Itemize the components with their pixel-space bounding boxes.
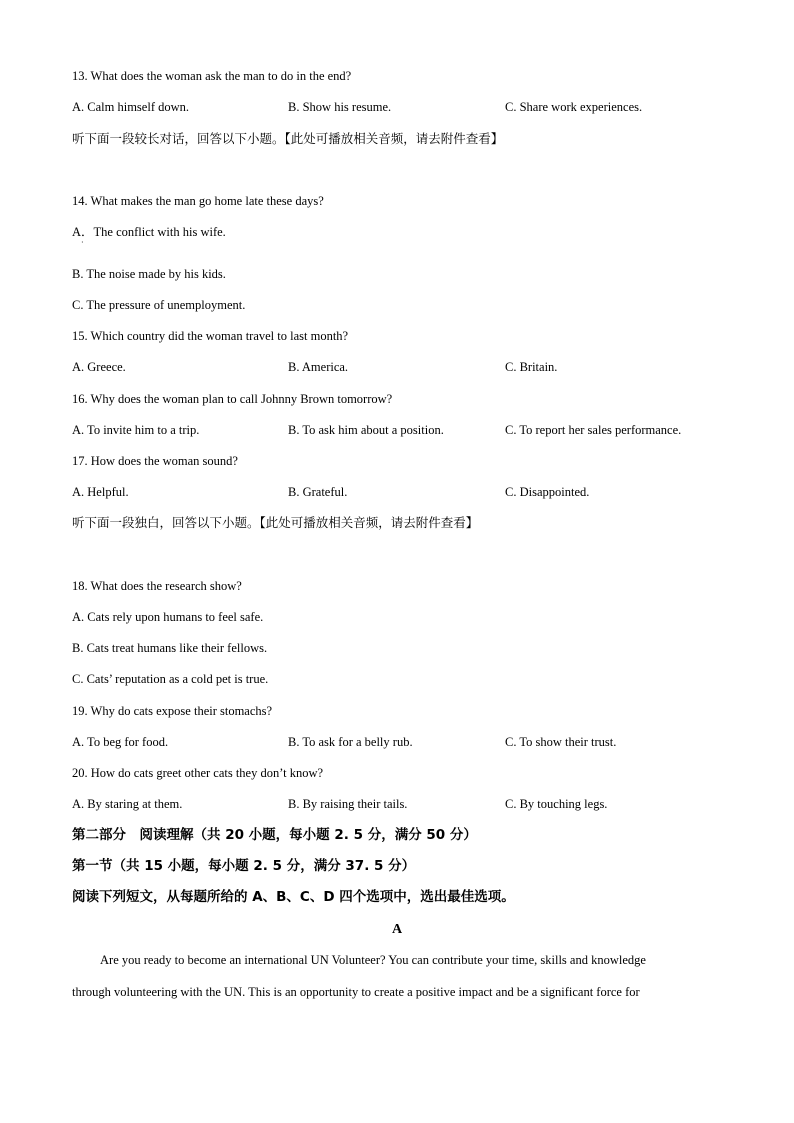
q17-option-c: C. Disappointed. bbox=[505, 485, 590, 499]
listening-instruction-2: 听下面一段独白，回答以下小题。【此处可播放相关音频，请去附件查看】 bbox=[72, 515, 479, 530]
q13-option-a: A. Calm himself down. bbox=[72, 100, 190, 114]
q19-option-a: A. To beg for food. bbox=[72, 735, 169, 749]
q17-option-a: A. Helpful. bbox=[72, 485, 129, 499]
part-2-heading: 第二部分 阅读理解（共 20 小题，每小题 2. 5 分，满分 50 分） bbox=[72, 827, 477, 843]
question-14-stem: 14. What makes the man go home late these days? bbox=[72, 194, 324, 208]
question-17-stem: 17. How does the woman sound? bbox=[72, 454, 238, 468]
question-20-stem: 20. How do cats greet other cats they don’t know? bbox=[72, 766, 324, 780]
q20-option-a: A. By staring at them. bbox=[72, 797, 183, 811]
q13-option-b: B. Show his resume. bbox=[288, 100, 392, 114]
section-1-heading: 第一节（共 15 小题，每小题 2. 5 分，满分 37. 5 分） bbox=[72, 858, 416, 874]
q17-option-b: B. Grateful. bbox=[288, 485, 348, 499]
q13-option-c: C. Share work experiences. bbox=[505, 100, 643, 114]
q14-option-c: C. The pressure of unemployment. bbox=[72, 298, 246, 312]
q20-option-c: C. By touching legs. bbox=[505, 797, 608, 811]
q15-option-b: B. America. bbox=[288, 360, 349, 374]
q16-option-b: B. To ask him about a position. bbox=[288, 423, 444, 437]
q16-option-a: A. To invite him to a trip. bbox=[72, 423, 200, 437]
q15-option-a: A. Greece. bbox=[72, 360, 126, 374]
passage-title: A bbox=[391, 922, 403, 937]
passage-line-2: through volunteering with the UN. This is an opportunity to create a positive impact and be a significant force for bbox=[72, 985, 640, 999]
q18-option-c: C. Cats’ reputation as a cold pet is true. bbox=[72, 672, 269, 686]
q14-option-a: A．The conflict with his wife. bbox=[72, 225, 226, 239]
reading-instruction: 阅读下列短文，从每题所给的 A、B、C、D 四个选项中，选出最佳选项。 bbox=[72, 889, 515, 905]
q14-option-b: B. The noise made by his kids. bbox=[72, 267, 226, 281]
question-15-stem: 15. Which country did the woman travel to last month? bbox=[72, 329, 349, 343]
listening-instruction-1: 听下面一段较长对话，回答以下小题。【此处可播放相关音频，请去附件查看】 bbox=[72, 131, 504, 146]
passage-line-1: Are you ready to become an international UN Volunteer? You can contribute your time, skills and knowledge bbox=[100, 953, 646, 967]
q20-option-b: B. By raising their tails. bbox=[288, 797, 408, 811]
question-18-stem: 18. What does the research show? bbox=[72, 579, 242, 593]
q18-option-a: A. Cats rely upon humans to feel safe. bbox=[72, 610, 264, 624]
q15-option-c: C. Britain. bbox=[505, 360, 558, 374]
question-13-stem: 13. What does the woman ask the man to do in the end? bbox=[72, 69, 352, 83]
question-16-stem: 16. Why does the woman plan to call Johnny Brown tomorrow? bbox=[72, 392, 393, 406]
q19-option-b: B. To ask for a belly rub. bbox=[288, 735, 413, 749]
q18-option-b: B. Cats treat humans like their fellows. bbox=[72, 641, 268, 655]
stray-dot-mark: · bbox=[81, 238, 84, 247]
q19-option-c: C. To show their trust. bbox=[505, 735, 617, 749]
question-19-stem: 19. Why do cats expose their stomachs? bbox=[72, 704, 273, 718]
q16-option-c: C. To report her sales performance. bbox=[505, 423, 682, 437]
